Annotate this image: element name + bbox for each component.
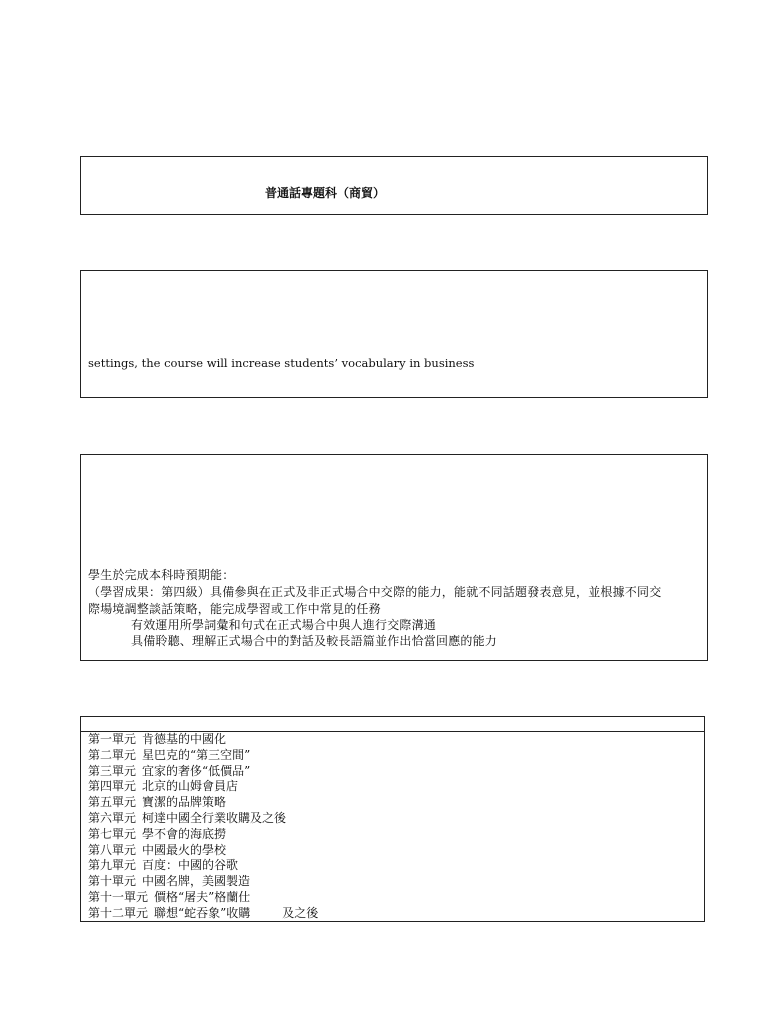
unit-code: 第二單元 xyxy=(88,747,137,762)
unit-row xyxy=(88,874,318,890)
unit-title: 百度：中國的谷歌 xyxy=(142,858,239,873)
unit-title: 聯想“蛇吞象”收購 xyxy=(154,905,251,920)
unit-title: 價格“屠夫”格蘭仕 xyxy=(154,889,251,904)
course-title: 普通話專題科（商貿） xyxy=(265,186,386,200)
outcomes-level-statement: （學習成果：第四級）具備參與在正式及非正式場合中交際的能力，能就不同話題發表意見，並根據不同交 xyxy=(88,585,662,599)
unit-title: 肯德基的中國化 xyxy=(142,732,227,746)
unit-row xyxy=(88,748,318,764)
unit-code: 第六單元 xyxy=(88,810,137,825)
unit-title: 宜家的奢侈“低價品” xyxy=(142,763,251,778)
unit-row xyxy=(88,795,318,811)
outcome-item: 具備聆聽、理解正式場合中的對話及較長語篇並作出恰當回應的能力 xyxy=(131,634,498,648)
unit-code: 第五單元 xyxy=(88,795,137,810)
unit-row xyxy=(88,732,318,748)
unit-row xyxy=(88,811,318,827)
unit-row xyxy=(88,906,318,922)
unit-title-suffix: 及之後 xyxy=(282,905,319,920)
unit-code: 第三單元 xyxy=(88,763,137,778)
unit-code: 第十二單元 xyxy=(88,905,149,920)
units-list xyxy=(88,732,318,922)
outcome-item: 有效運用所學詞彙和句式在正式場合中與人進行交際溝通 xyxy=(131,618,437,632)
course-units-table xyxy=(80,716,705,922)
unit-title: 中國名牌，美國製造 xyxy=(142,874,251,889)
unit-code: 第八單元 xyxy=(88,842,137,857)
unit-code: 第九單元 xyxy=(88,858,137,873)
course-description-box xyxy=(80,270,708,398)
outcomes-intro: 學生於完成本科時預期能： xyxy=(88,568,235,582)
unit-title: 寶潔的品牌策略 xyxy=(142,795,227,810)
outcomes-level-statement-continued: 際場境調整談話策略，能完成學習或工作中常見的任務 xyxy=(88,602,381,616)
unit-code: 第七單元 xyxy=(88,826,137,841)
unit-title: 星巴克的“第三空間” xyxy=(142,747,251,762)
unit-title: 中國最火的學校 xyxy=(142,842,227,857)
unit-title: 柯達中國全行業收購及之後 xyxy=(142,810,287,825)
unit-row xyxy=(88,764,318,780)
unit-title: 學不會的海底撈 xyxy=(142,826,227,841)
learning-outcomes-box xyxy=(80,454,708,661)
unit-code: 第四單元 xyxy=(88,779,137,794)
unit-row xyxy=(88,827,318,843)
unit-row xyxy=(88,858,318,874)
course-description-text: settings, the course will increase students’ vocabulary in business xyxy=(88,356,475,370)
unit-code: 第十單元 xyxy=(88,874,137,889)
unit-code: 第一單元 xyxy=(88,732,137,746)
unit-title: 北京的山姆會員店 xyxy=(142,779,239,794)
unit-code: 第十一單元 xyxy=(88,889,149,904)
course-title-box xyxy=(80,156,708,215)
unit-row xyxy=(88,779,318,795)
unit-row xyxy=(88,890,318,906)
unit-row xyxy=(88,843,318,859)
